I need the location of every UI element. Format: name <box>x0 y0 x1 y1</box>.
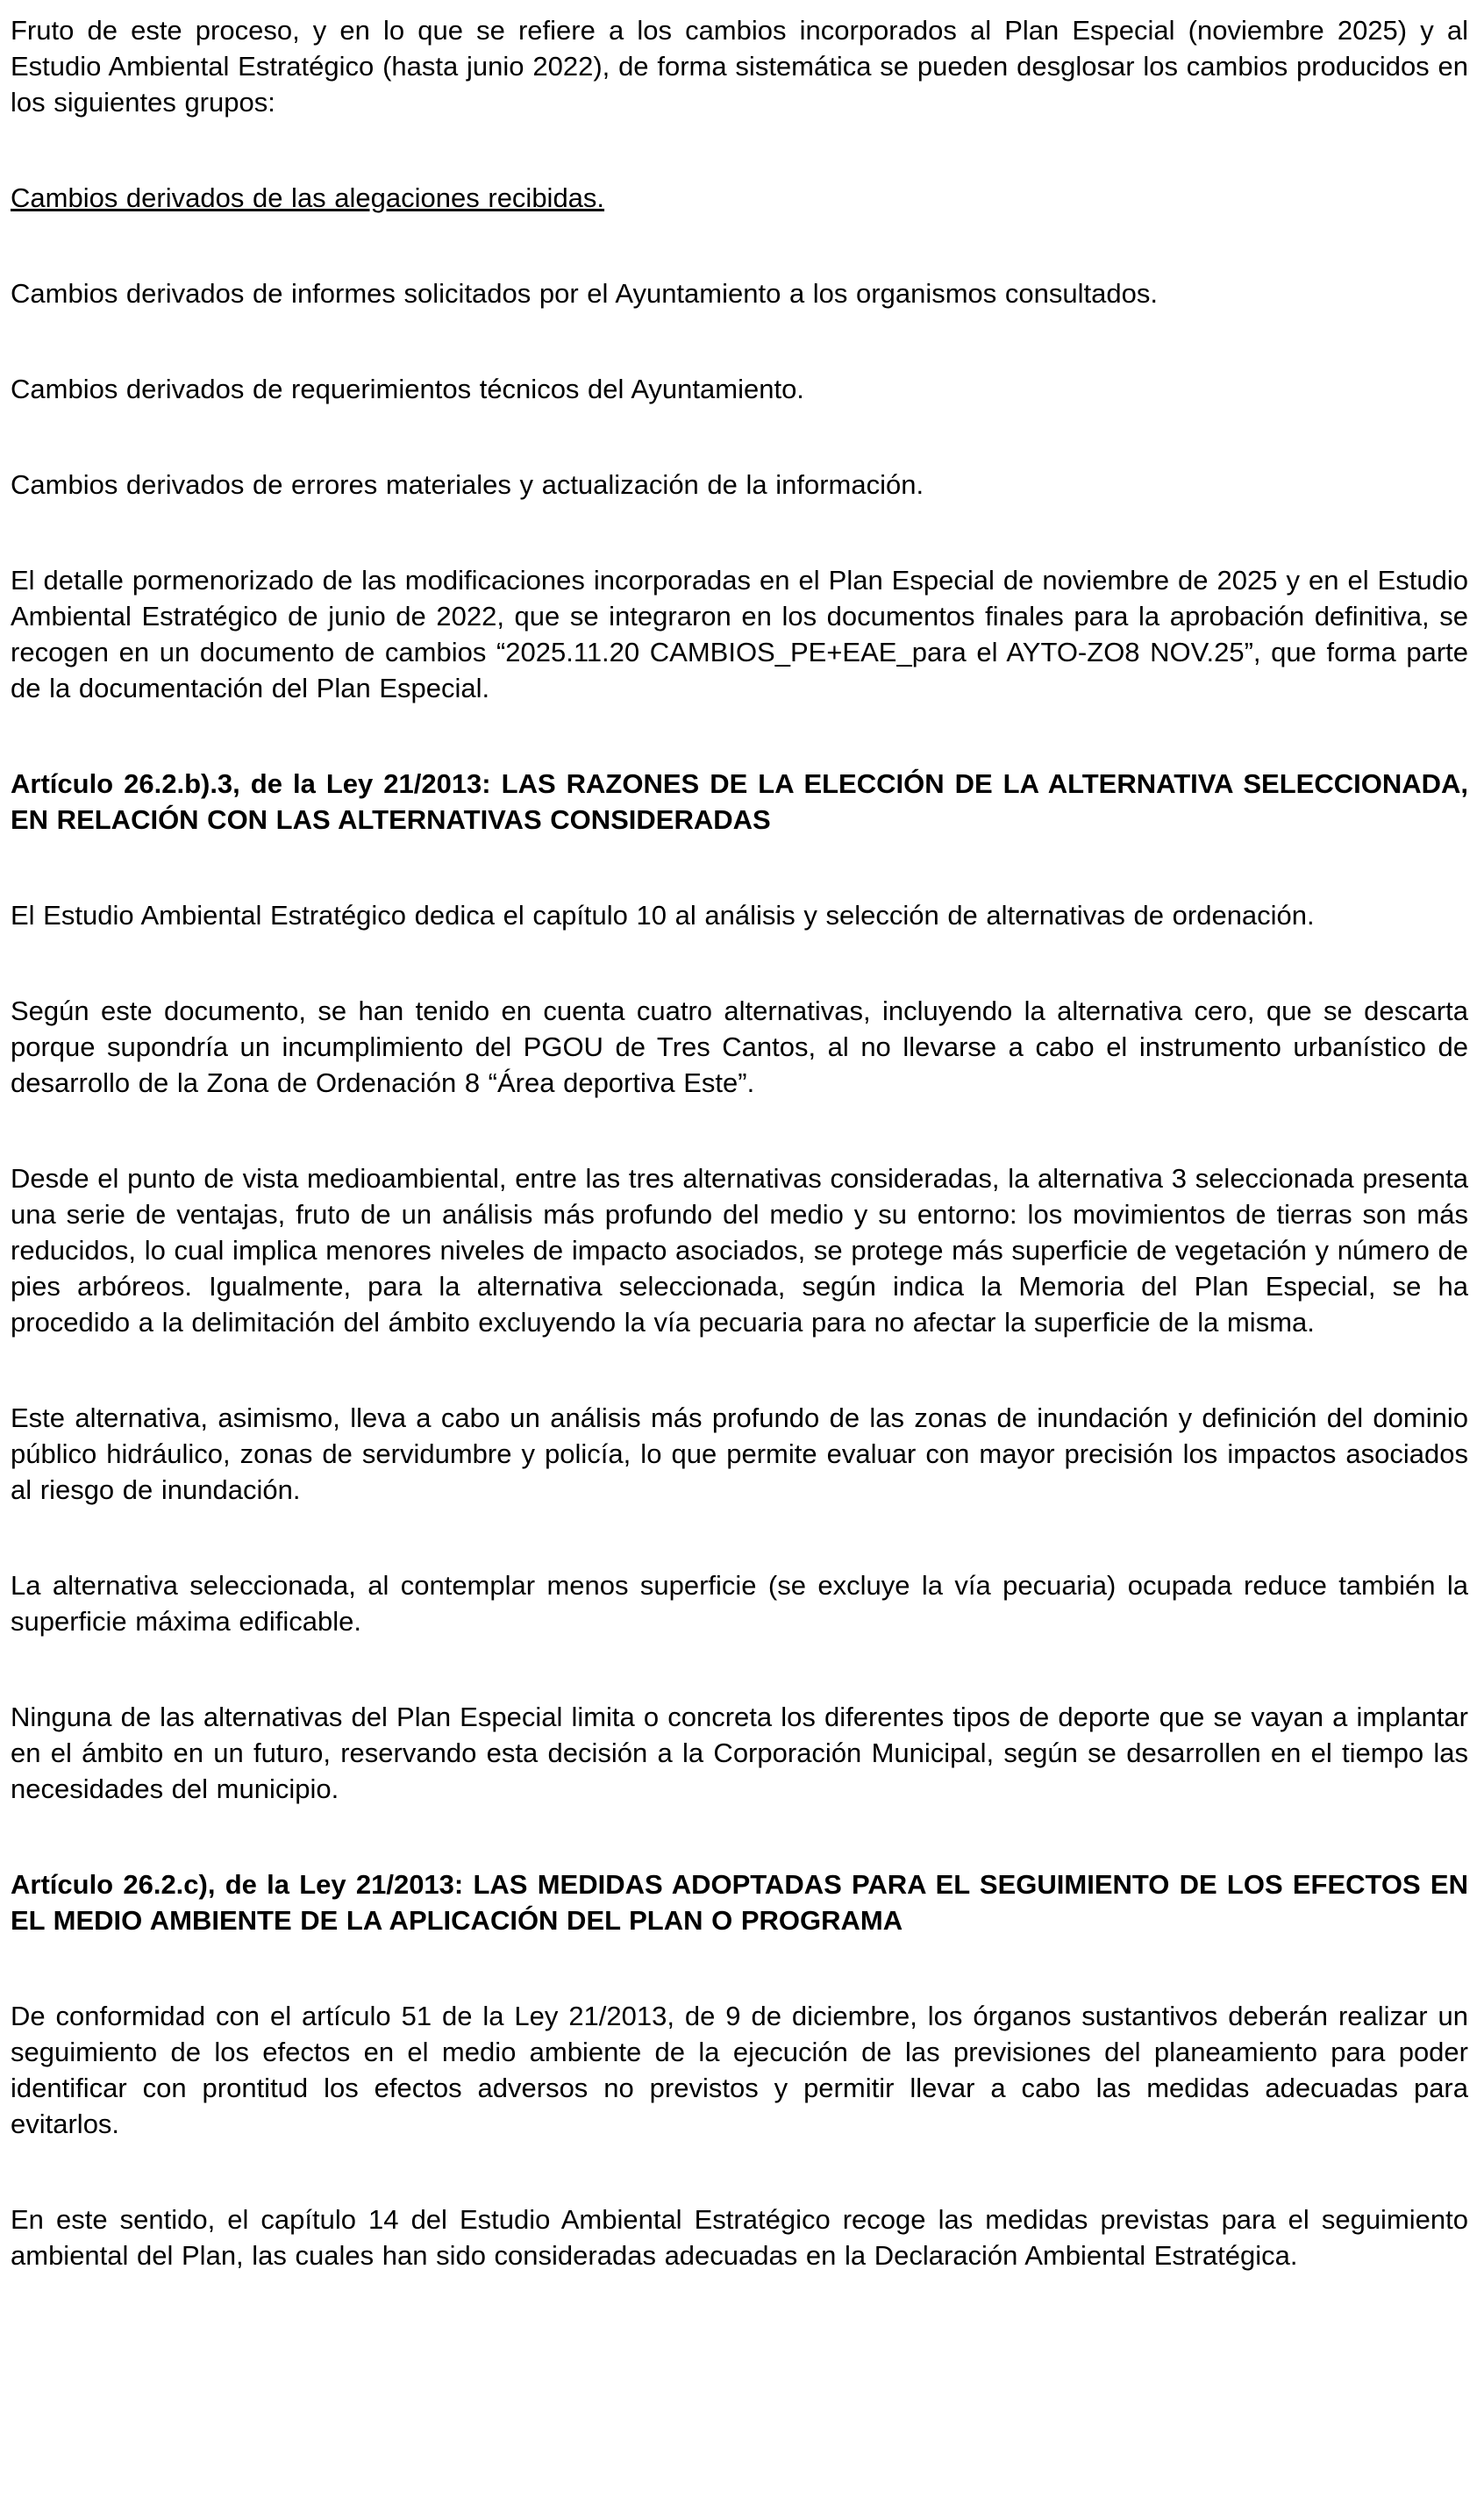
list-item-errores: Cambios derivados de errores materiales y actualización de la información. <box>11 469 924 500</box>
paragraph-seguimiento-articulo-51: De conformidad con el artículo 51 de la Ley 21/2013, de 9 de diciembre, los órganos sustantivos deberán realizar un seguimiento de los efectos en el medio ambiente de la ejecución de las previsiones del planeamiento para poder identificar con prontitud los efectos adversos no previstos y permitir llevar a cabo las medidas adecuadas para evitarlos. <box>11 2001 1468 2139</box>
paragraph-intro-cambios: Fruto de este proceso, y en lo que se refiere a los cambios incorporados al Plan Especial (noviembre 2025) y al Estudio Ambiental Estratégico (hasta junio 2022), de forma sistemática se pueden desglosar los cambios producidos en los siguientes grupos: <box>11 15 1468 118</box>
paragraph-detalle-modificaciones: El detalle pormenorizado de las modificaciones incorporadas en el Plan Especial de noviembre de 2025 y en el Estudio Ambiental Estratégico de junio de 2022, que se integraron en los documentos finales para la aprobación definitiva, se recogen en un documento de cambios “2025.11.20 CAMBIOS_PE+EAE_para el AYTO-ZO8 NOV.25”, que forma parte de la documentación del Plan Especial. <box>11 565 1468 703</box>
paragraph-zonas-inundacion: Este alternativa, asimismo, lleva a cabo un análisis más profundo de las zonas de inundación y definición del dominio público hidráulico, zonas de servidumbre y policía, lo que permite evaluar con mayor precisión los impactos asociados al riesgo de inundación. <box>11 1402 1468 1505</box>
list-item-alegaciones <box>11 180 1468 216</box>
paragraph-alternativa-3-ventajas: Desde el punto de vista medioambiental, entre las tres alternativas consideradas, la alternativa 3 seleccionada presenta una serie de ventajas, fruto de un análisis más profundo del medio y su entorno: los movimientos de tierras son más reducidos, lo cual implica menores niveles de impacto asociados, se protege más superficie de vegetación y número de pies arbóreos. Igualmente, para la alternativa seleccionada, según indica la Memoria del Plan Especial, se ha procedido a la delimitación del ámbito excluyendo la vía pecuaria para no afectar la superficie de la misma. <box>11 1163 1468 1338</box>
list-item-requerimientos: Cambios derivados de requerimientos técnicos del Ayuntamiento. <box>11 374 804 404</box>
paragraph-tipos-de-deporte: Ninguna de las alternativas del Plan Especial limita o concreta los diferentes tipos de deporte que se vayan a implantar en el ámbito en un futuro, reservando esta decisión a la Corporación Municipal, según se desarrollen en el tiempo las necesidades del municipio. <box>11 1702 1468 1804</box>
paragraph-superficie-edificable: La alternativa seleccionada, al contemplar menos superficie (se excluye la vía pecuaria) ocupada reduce también la superficie máxima edificable. <box>11 1570 1468 1637</box>
paragraph-capitulo-14-medidas: En este sentido, el capítulo 14 del Estudio Ambiental Estratégico recoge las medidas previstas para el seguimiento ambiental del Plan, las cuales han sido consideradas adecuadas en la Declaración Ambiental Estratégica. <box>11 2204 1468 2271</box>
underlined-text-alegaciones: Cambios derivados de las alegaciones recibidas. <box>11 182 605 213</box>
section-heading-articulo-26-2-b-3: Artículo 26.2.b).3, de la Ley 21/2013: LAS RAZONES DE LA ELECCIÓN DE LA ALTERNATIVA SELECCIONADA, EN RELACIÓN CON LAS ALTERNATIVAS CONSIDERADAS <box>11 768 1468 835</box>
paragraph-cuatro-alternativas: Según este documento, se han tenido en cuenta cuatro alternativas, incluyendo la alternativa cero, que se descarta porque supondría un incumplimiento del PGOU de Tres Cantos, al no llevarse a cabo el instrumento urbanístico de desarrollo de la Zona de Ordenación 8 “Área deportiva Este”. <box>11 995 1468 1098</box>
paragraph-estudio-capitulo-10: El Estudio Ambiental Estratégico dedica el capítulo 10 al análisis y selección de alternativas de ordenación. <box>11 900 1315 931</box>
list-item-informes: Cambios derivados de informes solicitados por el Ayuntamiento a los organismos consultados. <box>11 278 1158 309</box>
section-heading-articulo-26-2-c: Artículo 26.2.c), de la Ley 21/2013: LAS MEDIDAS ADOPTADAS PARA EL SEGUIMIENTO DE LOS EFECTOS EN EL MEDIO AMBIENTE DE LA APLICACIÓN DEL PLAN O PROGRAMA <box>11 1869 1468 1936</box>
